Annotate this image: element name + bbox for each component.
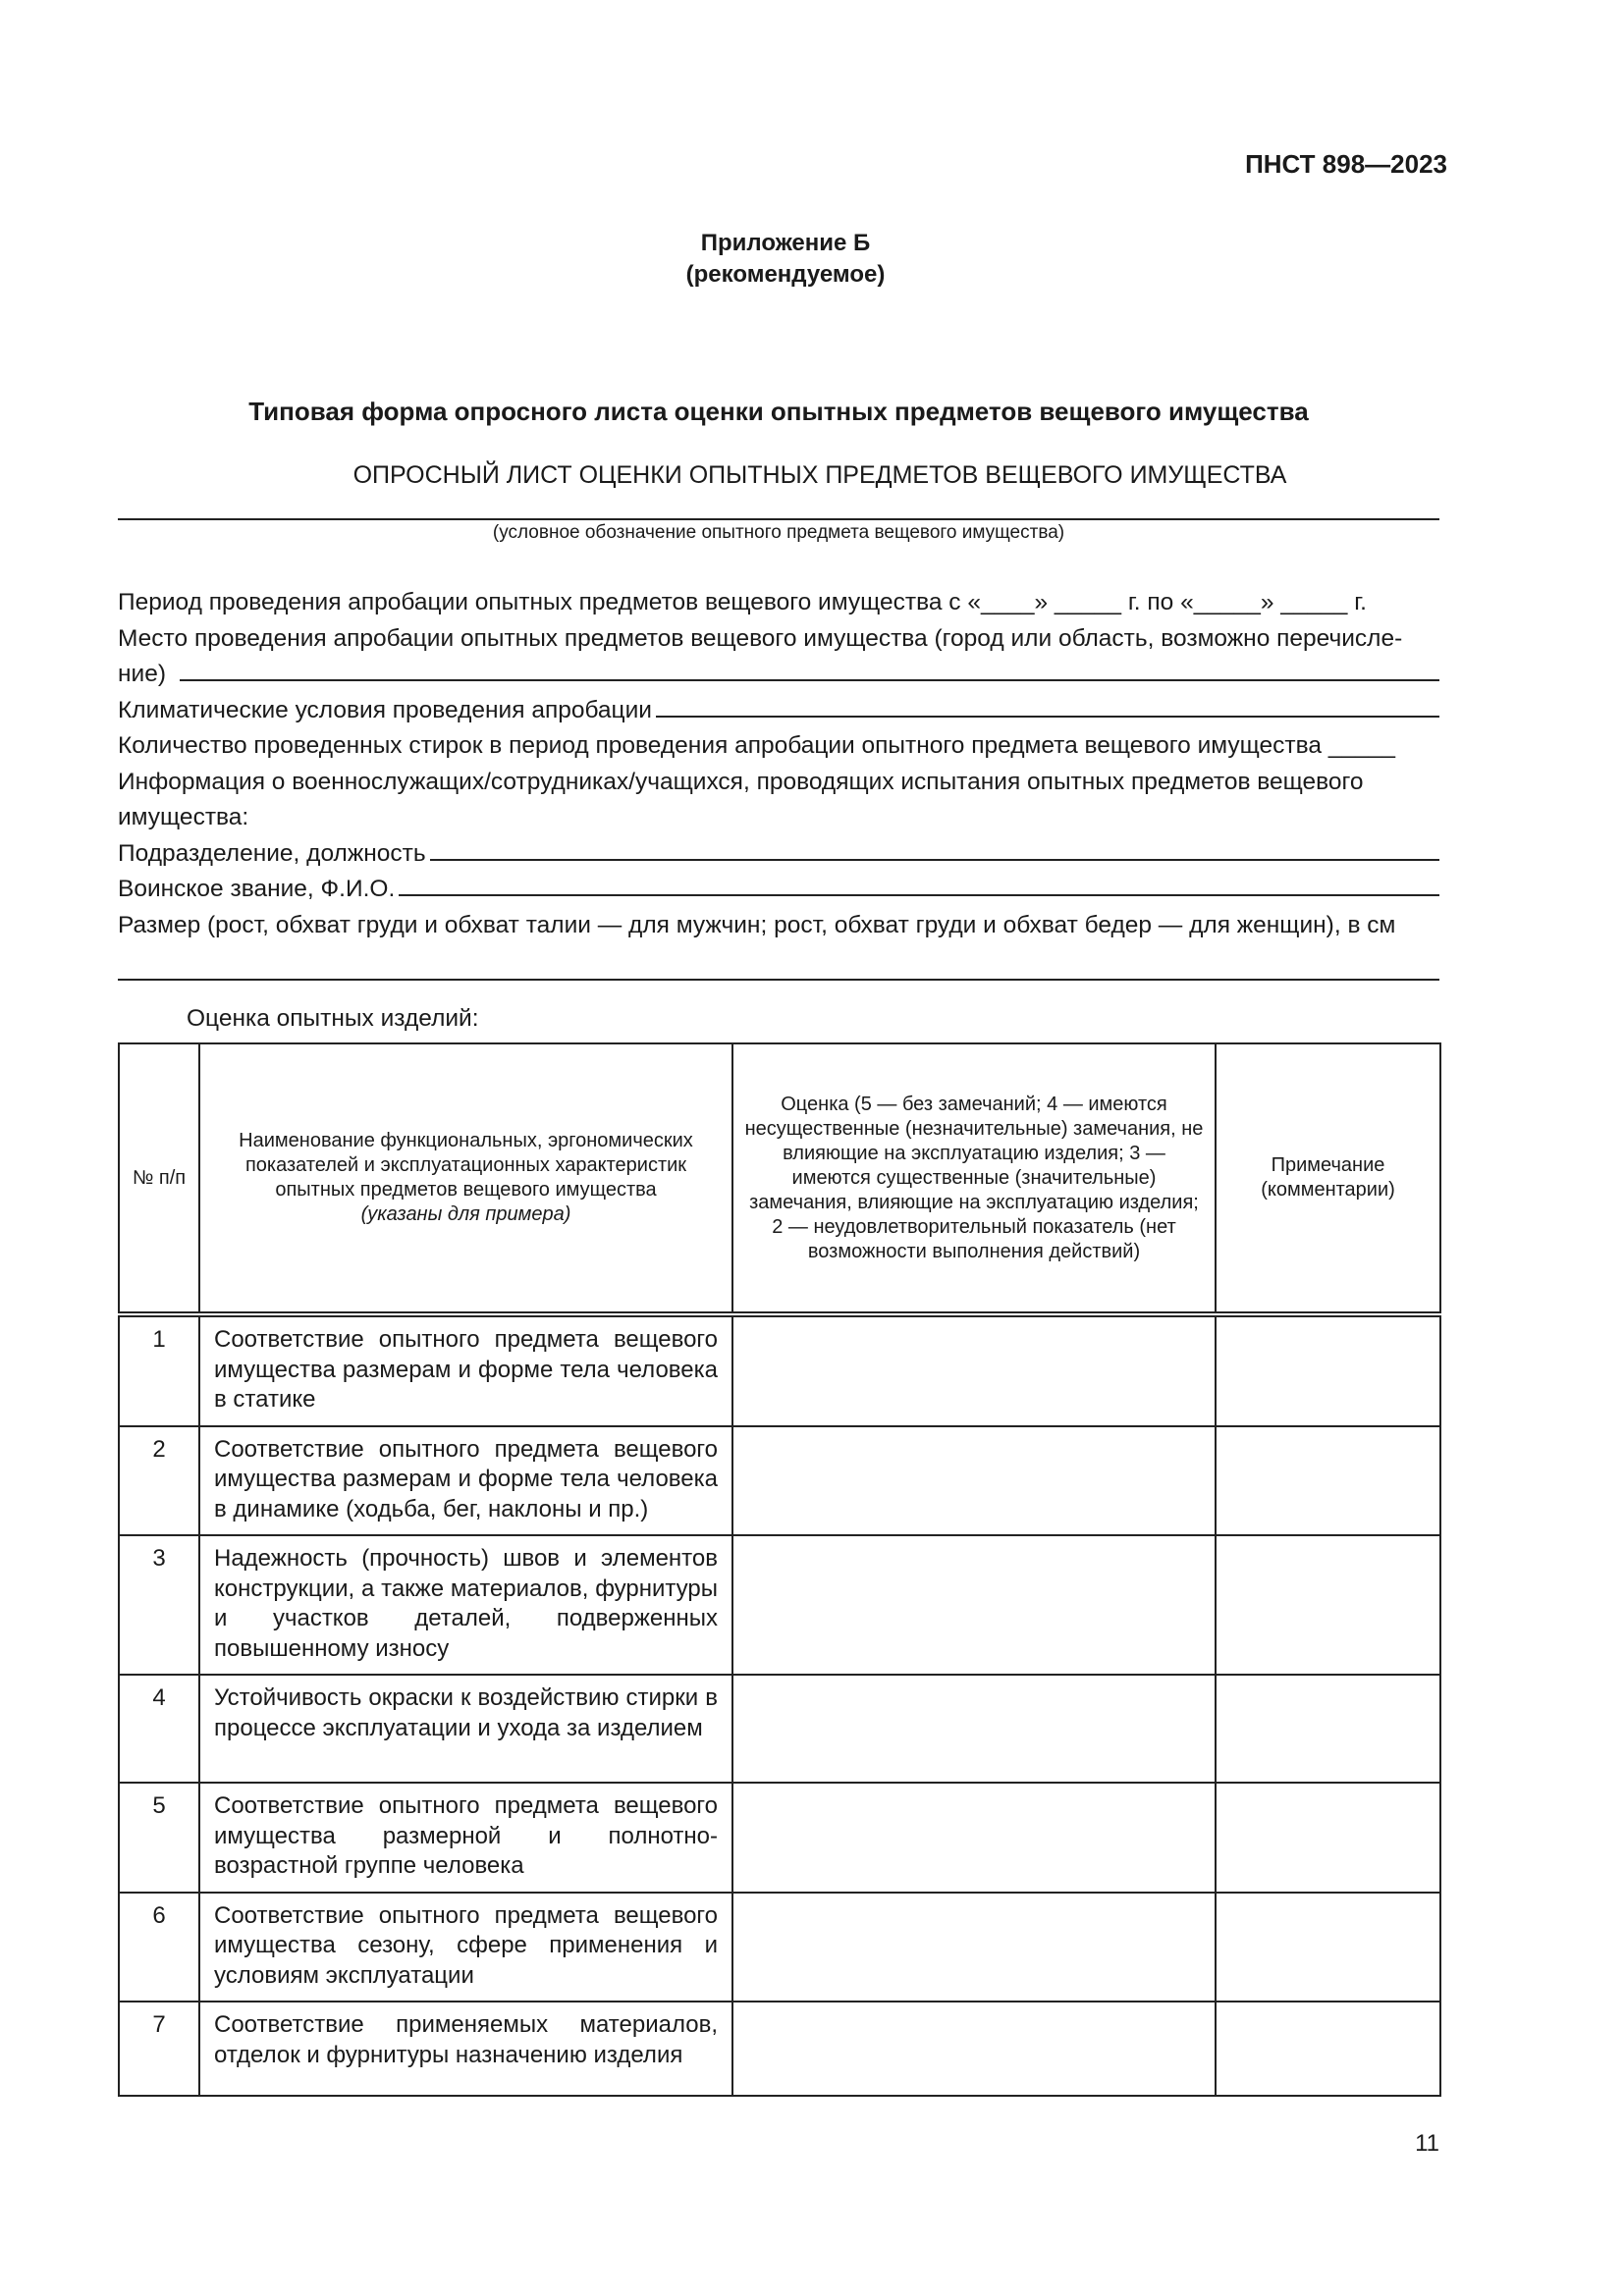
note-cell[interactable] [1216, 1314, 1440, 1426]
climate-label: Климатические условия проведения апробации [118, 696, 652, 723]
size-label: Размер (рост, обхват груди и обхват талии — для мужчин; рост, обхват груди и обхват бедер — для женщин), в см [118, 911, 1396, 938]
rating-cell[interactable] [732, 1783, 1216, 1893]
period-text: Период проведения апробации опытных предметов вещевого имущества с «____» _____ г. по «_____» _____ г. [118, 589, 1367, 615]
climate-blank [656, 694, 1439, 718]
place-blank [180, 658, 1439, 681]
rank-label: Воинское звание, Ф.И.О. [118, 876, 396, 902]
row-number: 4 [119, 1675, 199, 1783]
note-cell[interactable] [1216, 1535, 1440, 1675]
note-cell[interactable] [1216, 1675, 1440, 1783]
place-field-line2 [118, 657, 1439, 693]
row-criterion: Соответствие опытного предмета вещевого имущества размерам и форме тела человека в динамике (ходьба, бег, наклоны и пр.) [199, 1426, 732, 1536]
note-cell[interactable] [1216, 2002, 1440, 2096]
rating-cell[interactable] [732, 1535, 1216, 1675]
size-blank [118, 943, 1439, 981]
note-cell[interactable] [1216, 1783, 1440, 1893]
table-row [119, 1535, 1440, 1675]
table-row [119, 1675, 1440, 1783]
rating-cell[interactable] [732, 2002, 1216, 2096]
annex-heading [0, 228, 1571, 291]
unit-field [118, 836, 1439, 873]
document-code: ПНСТ 898—2023 [1245, 149, 1447, 179]
row-number: 3 [119, 1535, 199, 1675]
row-criterion: Соответствие опытного предмета вещевого имущества размерной и полнотно-возрастной группе человека [199, 1783, 732, 1893]
rank-field [118, 872, 1439, 908]
form-fields [118, 585, 1439, 981]
row-number: 7 [119, 2002, 199, 2096]
climate-field [118, 693, 1439, 729]
header-num: № п/п [119, 1043, 199, 1314]
header-name-text: Наименование функциональных, эргономических показателей и эксплуатационных характеристик опытных предметов вещевого имущества [239, 1130, 693, 1201]
info-field-line1 [118, 765, 1439, 801]
info-text-line2: имущества: [118, 804, 249, 830]
unit-label: Подразделение, должность [118, 839, 426, 867]
form-heading: ОПРОСНЫЙ ЛИСТ ОЦЕНКИ ОПЫТНЫХ ПРЕДМЕТОВ ВЕЩЕВОГО ИМУЩЕСТВА [352, 461, 1287, 489]
rating-cell[interactable] [732, 1314, 1216, 1426]
washes-field [118, 728, 1439, 765]
table-row [119, 1893, 1440, 2002]
header-name [199, 1043, 732, 1314]
row-criterion: Соответствие опытного предмета вещевого имущества сезону, сфере применения и условиям эксплуатации [199, 1893, 732, 2002]
table-row [119, 1314, 1440, 1426]
row-criterion: Соответствие опытного предмета вещевого имущества размерам и форме тела человека в статике [199, 1314, 732, 1426]
unit-blank [430, 837, 1439, 861]
row-criterion: Надежность (прочность) швов и элементов конструкции, а также материалов, фурнитуры и участков деталей, подверженных повышенному износу [199, 1535, 732, 1675]
header-name-note: (указаны для примера) [360, 1203, 571, 1225]
row-number: 2 [119, 1426, 199, 1536]
rank-blank [399, 873, 1439, 896]
row-criterion: Устойчивость окраски к воздействию стирки в процессе эксплуатации и ухода за изделием [199, 1675, 732, 1783]
row-number: 6 [119, 1893, 199, 2002]
table-caption: Оценка опытных изделий: [187, 1005, 479, 1032]
designation-caption: (условное обозначение опытного предмета вещевого имущества) [492, 522, 1065, 543]
table-header-row [119, 1043, 1440, 1314]
place-text-line2: ние) [118, 661, 166, 687]
note-cell[interactable] [1216, 1426, 1440, 1536]
row-criterion: Соответствие применяемых материалов, отделок и фурнитуры назначению изделия [199, 2002, 732, 2096]
place-text-line1: Место проведения апробации опытных предметов вещевого имущества (город или область, возможно перечисле- [118, 624, 1403, 652]
period-field [118, 585, 1439, 621]
note-cell[interactable] [1216, 1893, 1440, 2002]
info-field-line2 [118, 800, 1439, 836]
rating-cell[interactable] [732, 1675, 1216, 1783]
rating-cell[interactable] [732, 1426, 1216, 1536]
table-row [119, 2002, 1440, 2096]
table-row [119, 1426, 1440, 1536]
page-number: 11 [1415, 2130, 1439, 2157]
size-field [118, 908, 1439, 944]
rating-cell[interactable] [732, 1893, 1216, 2002]
place-field-line1 [118, 621, 1439, 658]
header-rating: Оценка (5 — без замечаний; 4 — имеются несущественные (незначительные) замечания, не влияющие на эксплуатацию изделия; 3 — имеются существенные (значительные) замечания, влияющие на эксплуатацию изделия; 2 — неудовлетворительный показатель (нет возможности выполнения действий) [732, 1043, 1216, 1314]
table-row [119, 1783, 1440, 1893]
ratings-table [118, 1042, 1441, 2097]
info-text-line1: Информация о военнослужащих/сотрудниках/учащихся, проводящих испытания опытных предметов вещевого [118, 768, 1364, 795]
header-note: Примечание (комментарии) [1216, 1043, 1440, 1314]
row-number: 1 [119, 1314, 199, 1426]
designation-line [118, 518, 1439, 520]
annex-subtitle: (рекомендуемое) [685, 261, 886, 288]
washes-text: Количество проведенных стирок в период проведения апробации опытного предмета вещевого имущества _____ [118, 732, 1395, 759]
annex-title: Приложение Б [700, 230, 871, 256]
row-number: 5 [119, 1783, 199, 1893]
form-title: Типовая форма опросного листа оценки опытных предметов вещевого имущества [248, 397, 1309, 426]
